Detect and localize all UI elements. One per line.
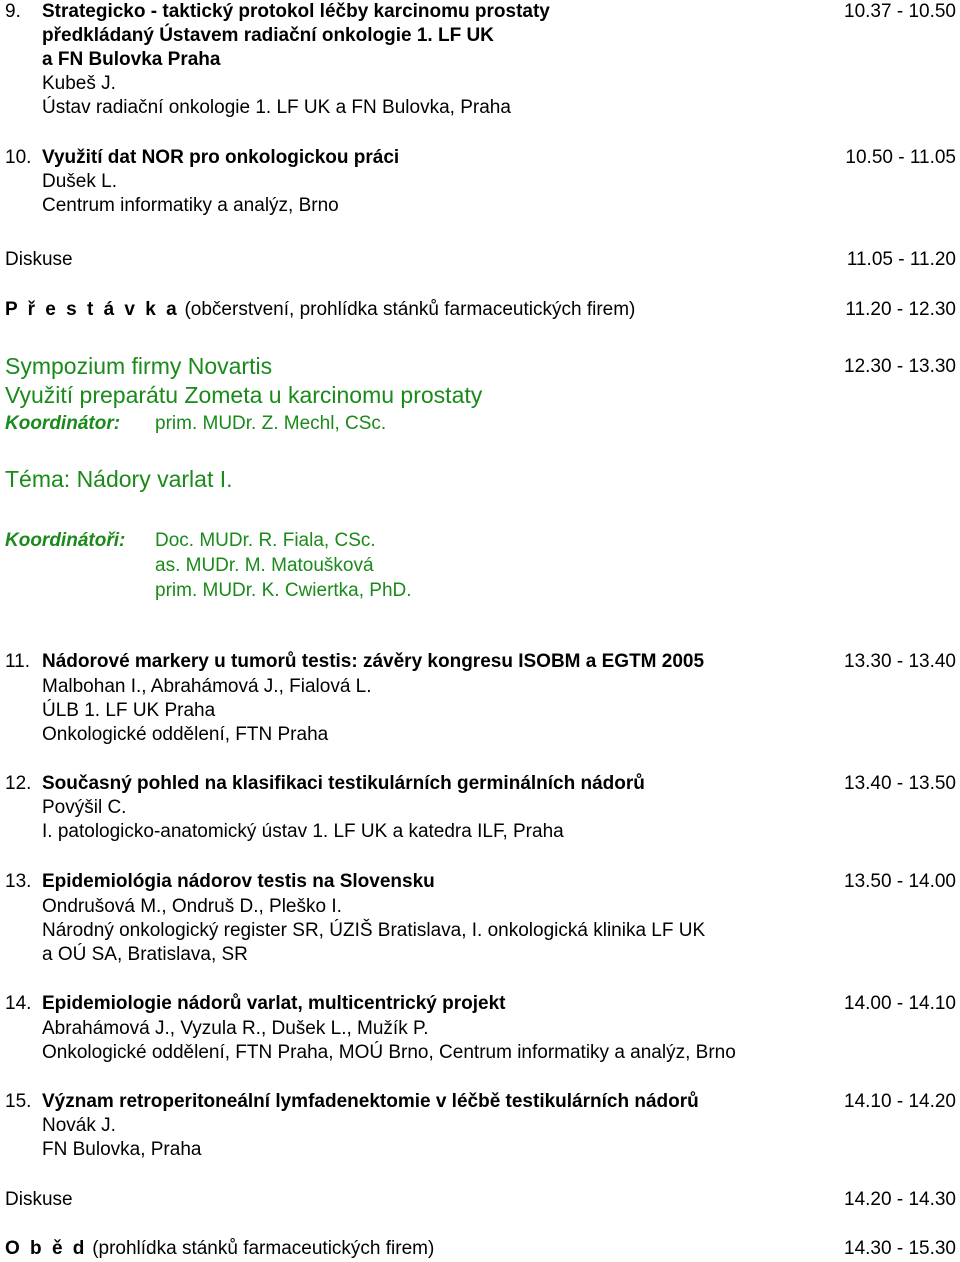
symposium-coord-name: prim. MUDr. Z. Mechl, CSc.	[155, 413, 387, 434]
lunch-note: (prohlídka stánků farmaceutických firem)	[92, 1238, 435, 1259]
entry-time: 13.40 - 13.50	[844, 773, 956, 794]
entry-affiliation: ÚLB 1. LF UK Praha	[42, 700, 216, 721]
entry-number: 10.	[5, 147, 32, 168]
entry-affiliation: Onkologické oddělení, FTN Praha	[42, 724, 329, 745]
break-note: (občerstvení, prohlídka stánků farmaceutických firem)	[184, 299, 636, 320]
entry-number: 15.	[5, 1091, 32, 1112]
discussion-label: Diskuse	[5, 249, 73, 270]
entry-title-line: Současný pohled na klasifikaci testikulárních germinálních nádorů	[42, 773, 645, 794]
entry-authors: Novák J.	[42, 1115, 116, 1136]
break-label: P ř e s t á v k a	[5, 299, 180, 320]
entry-title-line: Epidemiologie nádorů varlat, multicentrický projekt	[42, 993, 506, 1014]
entry-authors: Kubeš J.	[42, 73, 116, 94]
symposium-subtitle: Využití preparátu Zometa u karcinomu prostaty	[5, 382, 483, 408]
theme-coord-name: as. MUDr. M. Matoušková	[155, 555, 374, 576]
entry-time: 10.50 - 11.05	[845, 147, 956, 168]
entry-number: 13.	[5, 871, 32, 892]
entry-authors: Abrahámová J., Vyzula R., Dušek L., Mužík P.	[42, 1018, 429, 1039]
entry-time: 13.30 - 13.40	[844, 651, 956, 672]
entry-title-line: Využití dat NOR pro onkologickou práci	[42, 147, 400, 168]
lunch-row	[5, 1237, 434, 1261]
entry-title-line: Nádorové markery u tumorů testis: závěry kongresu ISOBM a EGTM 2005	[42, 651, 705, 672]
entry-affiliation: Onkologické oddělení, FTN Praha, MOÚ Brno, Centrum informatiky a analýz, Brno	[42, 1042, 736, 1063]
entry-number: 14.	[5, 993, 32, 1014]
theme-title: Téma: Nádory varlat I.	[5, 466, 233, 492]
entry-title-line: Strategicko - taktický protokol léčby karcinomu prostaty	[42, 1, 550, 22]
symposium-coord-label: Koordinátor:	[5, 413, 121, 434]
symposium-time: 12.30 - 13.30	[844, 356, 956, 377]
entry-title-line: Význam retroperitoneální lymfadenektomie v léčbě testikulárních nádorů	[42, 1091, 699, 1112]
entry-affiliation: Centrum informatiky a analýz, Brno	[42, 195, 339, 216]
entry-number: 12.	[5, 773, 32, 794]
entry-affiliation: Národný onkologický register SR, ÚZIŠ Bratislava, I. onkologická klinika LF UK	[42, 920, 706, 941]
symposium-title: Sympozium firmy Novartis	[5, 353, 273, 379]
discussion-time: 11.05 - 11.20	[846, 249, 956, 270]
entry-affiliation: Ústav radiační onkologie 1. LF UK a FN Bulovka, Praha	[42, 97, 511, 118]
entry-number: 9.	[5, 1, 21, 22]
entry-authors: Dušek L.	[42, 171, 117, 192]
entry-authors: Ondrušová M., Ondruš D., Pleško I.	[42, 896, 342, 917]
discussion-label: Diskuse	[5, 1189, 73, 1210]
entry-affiliation: I. patologicko-anatomický ústav 1. LF UK a katedra ILF, Praha	[42, 821, 564, 842]
theme-coord-label: Koordinátoři:	[5, 530, 126, 551]
entry-time: 14.10 - 14.20	[844, 1091, 956, 1112]
entry-time: 13.50 - 14.00	[844, 871, 956, 892]
lunch-time: 14.30 - 15.30	[844, 1238, 956, 1259]
entry-authors: Povýšil C.	[42, 797, 127, 818]
discussion-time: 14.20 - 14.30	[844, 1189, 956, 1210]
entry-affiliation: a OÚ SA, Bratislava, SR	[42, 944, 248, 965]
entry-affiliation: FN Bulovka, Praha	[42, 1139, 202, 1160]
entry-number: 11.	[5, 651, 31, 672]
break-time: 11.20 - 12.30	[845, 299, 956, 320]
theme-coord-name: prim. MUDr. K. Cwiertka, PhD.	[155, 580, 412, 601]
theme-coord-name: Doc. MUDr. R. Fiala, CSc.	[155, 530, 376, 551]
entry-time: 14.00 - 14.10	[844, 993, 956, 1014]
entry-title-line: Epidemiológia nádorov testis na Slovensku	[42, 871, 435, 892]
entry-time: 10.37 - 10.50	[844, 1, 956, 22]
break-row	[5, 298, 635, 322]
entry-title-line: a FN Bulovka Praha	[42, 49, 221, 70]
lunch-label: O b ě d	[5, 1238, 87, 1259]
entry-authors: Malbohan I., Abrahámová J., Fialová L.	[42, 676, 372, 697]
entry-title-line: předkládaný Ústavem radiační onkologie 1. LF UK	[42, 25, 494, 46]
